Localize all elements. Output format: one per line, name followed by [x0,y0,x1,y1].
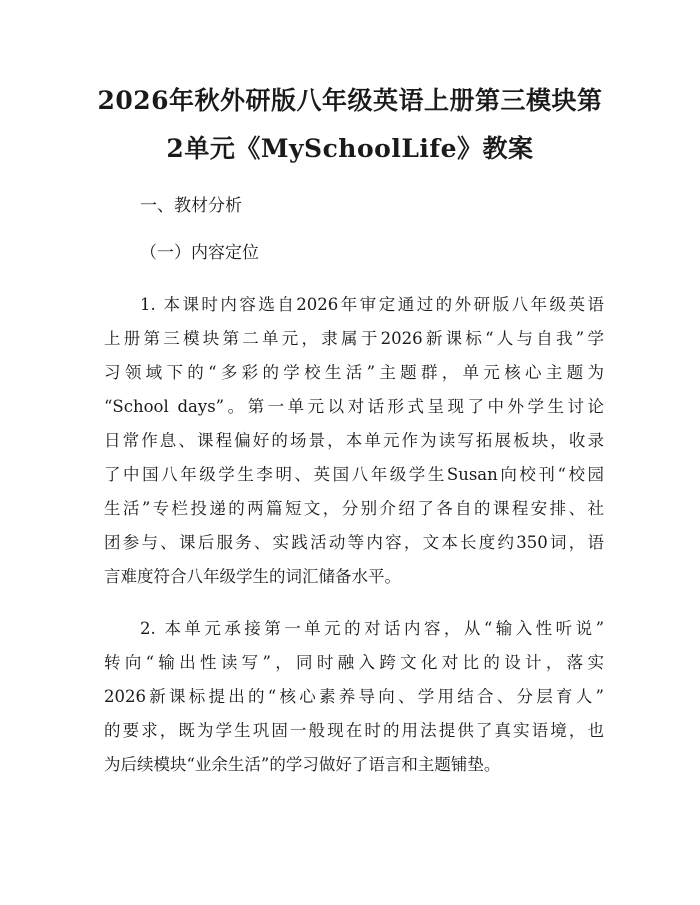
paragraph-line: 转向“输出性读写”，同时融入跨文化对比的设计，落实 [104,653,604,672]
paragraph-line: 的要求，既为学生巩固一般现在时的用法提供了真实语境，也 [104,721,604,740]
document-title-line-1: 2026年秋外研版八年级英语上册第三模块第 [97,86,603,115]
paragraph-line: 习领域下的“多彩的学校生活”主题群，单元核心主题为 [104,363,604,382]
subsection-heading: （一）内容定位 [140,243,259,263]
paragraph-line: 团参与、课后服务、实践活动等内容，文本长度约350词，语 [104,533,604,552]
paragraph-line: “School days”。第一单元以对话形式呈现了中外学生讨论 [104,397,604,416]
paragraph-line: 为后续模块“业余生活”的学习做好了语言和主题铺垫。 [104,755,501,774]
paragraph-1 [104,288,604,594]
paragraph-line: 2026新课标提出的“核心素养导向、学用结合、分层育人” [104,687,604,706]
document-title-line-2: 2单元《MySchoolLife》教案 [166,134,534,163]
paragraph-line: 上册第三模块第二单元，隶属于2026新课标“人与自我”学 [104,329,604,348]
paragraph-line: 言难度符合八年级学生的词汇储备水平。 [104,567,401,586]
paragraph-line: 日常作息、课程偏好的场景，本单元作为读写拓展板块，收录 [104,431,604,450]
paragraph-line: 生活”专栏投递的两篇短文，分别介绍了各自的课程安排、社 [104,499,604,518]
paragraph-line: 了中国八年级学生李明、英国八年级学生Susan向校刊“校园 [104,465,604,484]
paragraph-2 [104,612,604,782]
paragraph-line: 2. 本单元承接第一单元的对话内容，从“输入性听说” [140,619,604,638]
section-heading: 一、教材分析 [140,196,242,216]
paragraph-line: 1. 本课时内容选自2026年审定通过的外研版八年级英语 [140,295,604,314]
